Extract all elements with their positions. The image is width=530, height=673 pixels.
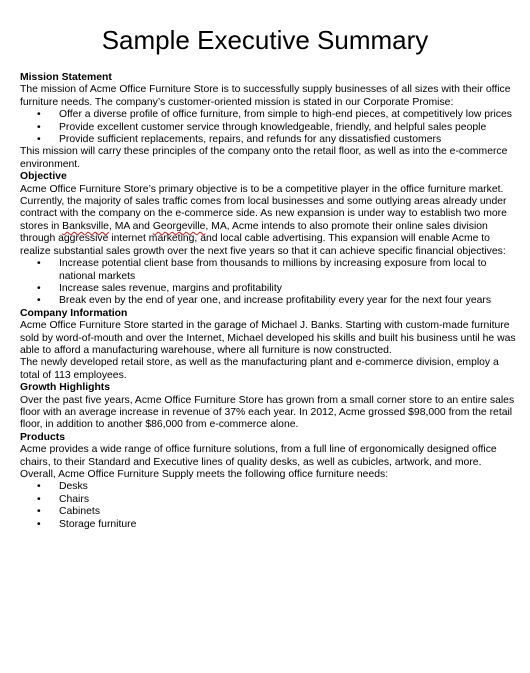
list-item-text: Offer a diverse profile of office furniture, from simple to high-end pieces, at competitively low prices — [59, 109, 512, 121]
company-paragraph-2: The newly developed retail store, as well as the manufacturing plant and e-commerce division, employ a total of 113 employees. — [20, 357, 499, 381]
objective-bullet-list — [20, 258, 518, 308]
products-bullet-list — [20, 481, 518, 531]
bullet-icon: • — [37, 121, 41, 133]
spellcheck-word-georgeville: Georgeville — [152, 220, 206, 232]
mission-intro: The mission of Acme Office Furniture Store is to successfully supply businesses of all sizes with their office furniture needs. The company’s customer-oriented mission is stated in our Corporate Promise: — [20, 84, 511, 108]
objective-paragraph — [20, 184, 518, 258]
section-heading-mission: Mission Statement — [20, 72, 112, 83]
list-item-text: Storage furniture — [59, 518, 137, 530]
list-item-text: Provide sufficient replacements, repairs, and refunds for any dissatisfied customers — [59, 134, 442, 146]
bullet-icon: • — [37, 506, 41, 518]
list-item-text: Break even by the end of year one, and increase profitability every year for the next four years — [59, 295, 492, 307]
list-item — [20, 506, 518, 518]
company-paragraph-1: Acme Office Furniture Store started in the garage of Michael J. Banks. Starting with custom-made furniture sold by word-of-mouth and over the Internet, Michael developed his skills and built his business until he was able to afford a manufacturing warehouse, where all furniture is now constructed. — [20, 320, 516, 356]
bullet-icon: • — [37, 134, 41, 146]
bullet-icon: • — [37, 493, 41, 505]
bullet-icon: • — [37, 258, 41, 270]
list-item — [20, 519, 518, 531]
list-item-text: Cabinets — [59, 506, 101, 518]
bullet-icon: • — [37, 109, 41, 121]
section-company — [20, 308, 518, 382]
list-item-text: Increase potential client base from thousands to millions by increasing exposure from local to national markets — [59, 258, 487, 282]
list-item — [20, 481, 518, 493]
list-item — [20, 494, 518, 506]
list-item — [20, 295, 518, 307]
bullet-icon: • — [37, 481, 41, 493]
products-paragraph: Acme provides a wide range of office furniture solutions, from a full line of ergonomically designed office chairs, to their Standard and Executive lines of quality desks, as well as cubicles, artwork, and more. Overall, Acme Office Furniture Supply meets the following office furniture needs: — [20, 444, 497, 480]
list-item-text: Desks — [59, 481, 88, 493]
list-item-text: Increase sales revenue, margins and profitability — [59, 282, 282, 294]
objective-text-start: Acme Office Furniture Store’s primary objective is to be a competitive player in the office furniture market. Currently, the majority of sales traffic comes from local businesses and some outlying areas already under contract with the company on the e-commerce side. As new expansion is under way to establish two more stores in — [20, 183, 507, 232]
page-title: Sample Executive Summary — [101, 25, 429, 55]
list-item — [20, 258, 518, 283]
section-objective — [20, 171, 518, 307]
section-heading-objective: Objective — [20, 171, 67, 183]
section-heading-growth: Growth Highlights — [20, 382, 111, 394]
growth-paragraph: Over the past five years, Acme Office Furniture Store has grown from a small corner store to an entire sales floor with an average increase in revenue of 37% each year. In 2012, Acme grossed $98,000 from the retail floor, in addition to another $86,000 from e-commerce alone. — [20, 394, 515, 431]
list-item — [20, 122, 518, 134]
bullet-icon: • — [37, 282, 41, 294]
list-item-text: Provide excellent customer service through knowledgeable, friendly, and helpful sales people — [59, 121, 487, 133]
bullet-icon: • — [37, 295, 41, 307]
mission-outro: This mission will carry these principles of the company onto the retail floor, as well as into the e-commerce environment. — [20, 146, 508, 170]
section-products — [20, 432, 518, 531]
objective-text-middle: , MA and — [108, 220, 153, 232]
section-heading-products: Products — [20, 431, 66, 443]
list-item — [20, 109, 518, 121]
document-body — [20, 72, 518, 531]
list-item — [20, 134, 518, 146]
spellcheck-word-banksville: Banksville — [62, 220, 109, 232]
section-mission — [20, 72, 518, 171]
section-heading-company: Company Information — [20, 307, 128, 319]
mission-bullet-list — [20, 109, 518, 146]
bullet-icon: • — [37, 518, 41, 530]
objective-text-end: , MA, Acme intends to also promote their online sales division through aggressive internet marketing, and local cable advertising. This expansion will enable Acme to realize substantial sales growth over the next five years so that it can achieve specific financial objectives: — [20, 220, 506, 257]
list-item-text: Chairs — [59, 493, 90, 505]
list-item — [20, 283, 518, 295]
section-growth — [20, 382, 518, 432]
